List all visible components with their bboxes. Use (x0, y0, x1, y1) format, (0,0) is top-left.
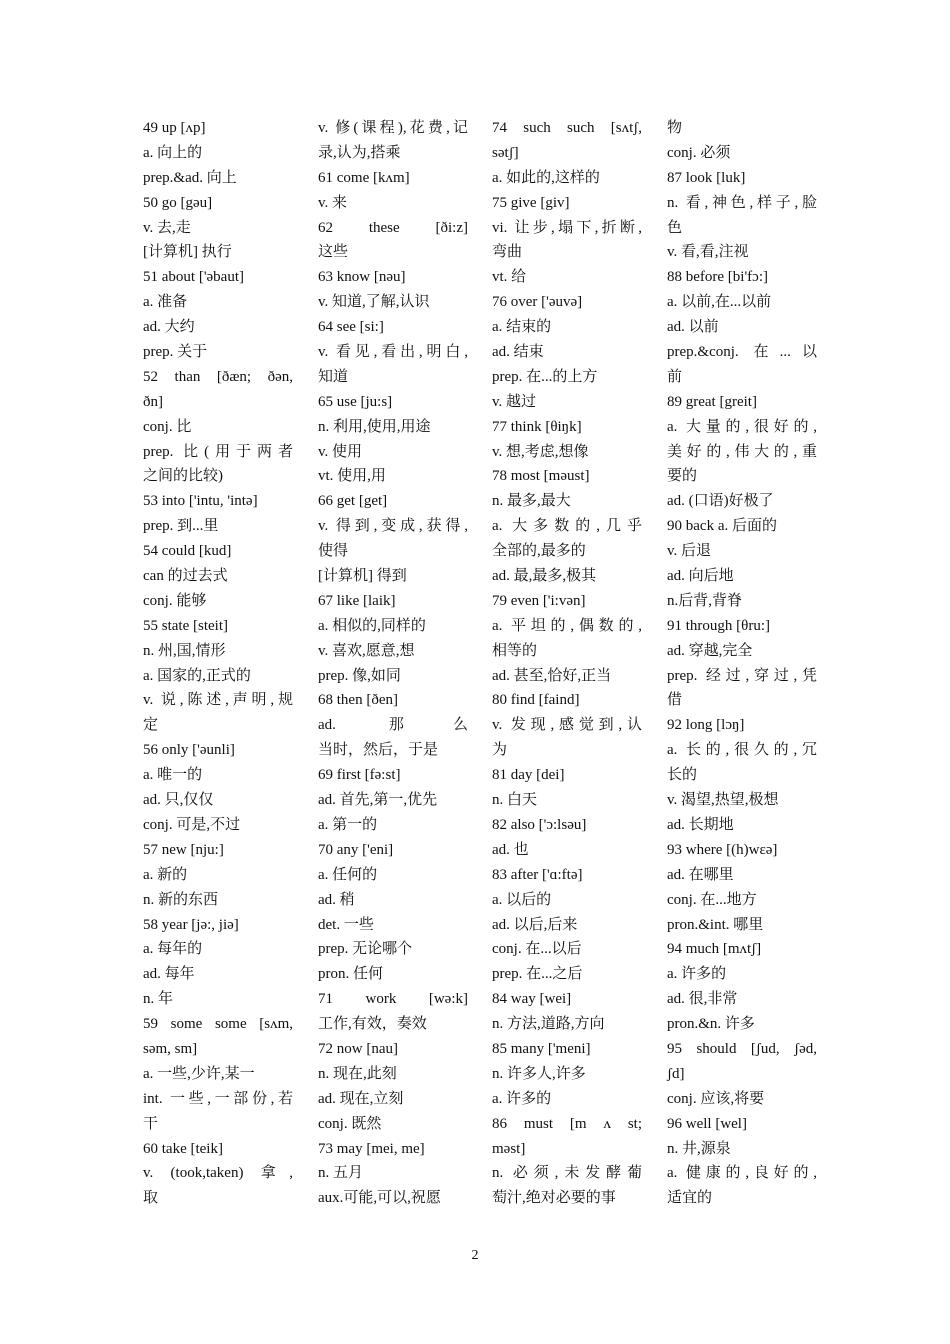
entry-line: 92 long [lɔŋ] (667, 717, 745, 734)
entry-line: 57 new [nju:] (143, 841, 224, 858)
entry-line: n. 许多人,许多 (492, 1065, 586, 1082)
entry-line: a. 结束的 (492, 319, 552, 336)
entry-line: conj. 必须 (667, 144, 731, 161)
entry-line: ad. 甚至,恰好,正当 (492, 667, 612, 684)
entry-line: v. 修(课程),花费,记 (318, 120, 468, 136)
vocab-column-3 (492, 116, 642, 1211)
entry-line: 54 could [kud] (143, 543, 232, 560)
entry-line: 76 over ['əuvə] (492, 294, 583, 311)
entry-line: 81 day [dei] (492, 767, 565, 784)
entry-line: 全部的,最多的 (492, 543, 586, 560)
entry-line: v. 来 (318, 194, 348, 211)
entry-line: 74 such such [sʌtʃ, (492, 120, 642, 136)
entry-line: n. 必须,未发酵葡 (492, 1165, 642, 1182)
entry-line: 82 also ['ɔ:lsəu] (492, 816, 587, 833)
entry-line: 79 even ['i:vən] (492, 592, 586, 609)
entry-line: a. 国家的,正式的 (143, 667, 251, 684)
entry-line: 69 first [fə:st] (318, 767, 401, 784)
entry-line: det. 一些 (318, 916, 374, 933)
entry-line: a. 向上的 (143, 144, 203, 161)
vocab-column-1 (143, 116, 293, 1211)
entry-line: 55 state [steit] (143, 617, 228, 634)
entry-line: ad. 也 (492, 841, 529, 858)
entry-line: v. 越过 (492, 393, 537, 410)
entry-line: 萄汁,绝对必要的事 (492, 1190, 616, 1207)
entry-line: ad. 稍 (318, 891, 355, 908)
entry-line: prep.&ad. 向上 (143, 169, 237, 186)
entry-line: ad. 穿越,完全 (667, 642, 753, 659)
entry-line: n. 新的东西 (143, 891, 219, 908)
entry-line: 64 see [si:] (318, 319, 384, 336)
entry-line: a. 如此的,这样的 (492, 169, 600, 186)
entry-line: ad. 长期地 (667, 816, 734, 833)
entry-line: n. 利用,使用,用途 (318, 418, 431, 435)
entry-line: v. 看见,看出,明白, (318, 344, 468, 361)
entry-line: n. 五月 (318, 1165, 364, 1182)
entry-line: 当时，然后，于是 (318, 742, 439, 759)
entry-line: conj. 在...以后 (492, 941, 582, 958)
entry-line: 知道 (318, 368, 349, 385)
entry-line: ad. 每年 (143, 966, 195, 983)
entry-line: 相等的 (492, 642, 538, 659)
entry-line: n. 现在,此刻 (318, 1065, 397, 1082)
entry-line: 91 through [θru:] (667, 617, 771, 634)
entry-line: 51 about ['əbaut] (143, 269, 245, 286)
vocab-column-2 (318, 116, 468, 1211)
entry-line: 长的 (667, 767, 698, 784)
entry-line: 63 know [nəu] (318, 269, 406, 286)
entry-line: conj. 能够 (143, 592, 207, 609)
entry-line: a. 许多的 (492, 1090, 552, 1107)
entry-line: a. 长的,很久的,冗 (667, 742, 817, 759)
entry-line: a. 许多的 (667, 966, 727, 983)
entry-line: 84 way [wei] (492, 991, 572, 1008)
entry-line: a. 大量的,很好的, (667, 418, 817, 435)
entry-line: səm, sm] (143, 1040, 198, 1057)
entry-line: 60 take [teik] (143, 1140, 223, 1157)
entry-line: 59 some some [sʌm, (143, 1016, 293, 1033)
entry-line: 96 well [wel] (667, 1115, 747, 1132)
entry-line: 干 (143, 1115, 159, 1132)
entry-line: conj. 在...地方 (667, 891, 757, 908)
entry-line: v. 想,考虑,想像 (492, 443, 589, 460)
entry-line: aux.可能,可以,祝愿 (318, 1190, 441, 1207)
entry-line: vt. 使用,用 (318, 468, 386, 485)
entry-line: 录,认为,搭乘 (318, 144, 401, 161)
entry-line: 53 into ['intu, 'intə] (143, 493, 258, 510)
entry-line: 88 before [bi'fɔ:] (667, 269, 768, 286)
entry-line: prep. 关于 (143, 344, 208, 361)
entry-line: v. 后退 (667, 543, 712, 560)
entry-line: n. 看,神色,样子,脸 (667, 194, 817, 211)
entry-line: 67 like [laik] (318, 592, 396, 609)
entry-line: 90 back a. 后面的 (667, 518, 777, 535)
entry-line: prep. 无论哪个 (318, 941, 413, 958)
entry-line: 为 (492, 742, 508, 759)
entry-line: sətʃ] (492, 144, 519, 161)
entry-line: ðn] (143, 393, 163, 410)
entry-line: a. 唯一的 (143, 767, 203, 784)
entry-line: n. 方法,道路,方向 (492, 1016, 605, 1033)
entry-line: prep. 像,如同 (318, 667, 401, 684)
entry-line: 前 (667, 368, 683, 385)
entry-line: 之间的比较) (143, 468, 223, 485)
entry-line: n. 井,源泉 (667, 1140, 731, 1157)
entry-line: prep. 经过,穿过,凭 (667, 667, 817, 684)
entry-line: ad. (口语)好极了 (667, 493, 774, 510)
entry-line: n. 最多,最大 (492, 493, 571, 510)
entry-line: 80 find [faind] (492, 692, 580, 709)
entry-line: v. 喜欢,愿意,想 (318, 642, 415, 659)
entry-line: 83 after ['ɑ:ftə] (492, 866, 583, 883)
entry-line: 65 use [ju:s] (318, 393, 393, 410)
entry-line: 68 then [ðen] (318, 692, 398, 709)
entry-line: v. 看,看,注视 (667, 244, 749, 261)
entry-line: 72 now [nau] (318, 1040, 398, 1057)
entry-line: 93 where [(h)wɛə] (667, 841, 778, 858)
entry-line: 77 think [θiŋk] (492, 418, 582, 435)
entry-line: 89 great [greit] (667, 393, 757, 410)
entry-line: 借 (667, 692, 683, 709)
entry-line: a. 健康的,良好的, (667, 1165, 817, 1182)
entry-line: n.后背,背脊 (667, 592, 743, 609)
entry-line: a. 准备 (143, 294, 188, 311)
entry-line: ad. 很,非常 (667, 991, 738, 1008)
entry-line: v. 发现,感觉到,认 (492, 717, 642, 734)
entry-line: a. 相似的,同样的 (318, 617, 426, 634)
entry-line: a. 一些,少许,某一 (143, 1065, 255, 1082)
entry-line: a. 新的 (143, 866, 188, 883)
entry-line: ad. 在哪里 (667, 866, 734, 883)
entry-line: [计算机] 得到 (318, 568, 407, 585)
entry-line: v. 去,走 (143, 219, 191, 236)
entry-line: 弯曲 (492, 244, 523, 261)
entry-line: ad. 那么 (318, 717, 468, 734)
entry-line: 50 go [gəu] (143, 194, 213, 211)
entry-line: 87 look [luk] (667, 169, 746, 186)
entry-line: a. 第一的 (318, 816, 378, 833)
entry-line: 62 these [ði:z] (318, 219, 468, 236)
entry-line: 70 any ['eni] (318, 841, 394, 858)
entry-line: can 的过去式 (143, 568, 228, 585)
entry-line: 85 many ['meni] (492, 1040, 591, 1057)
page-number: 2 (471, 1248, 479, 1263)
entry-line: pron.&n. 许多 (667, 1016, 755, 1033)
entry-line: conj. 可是,不过 (143, 816, 241, 833)
entry-line: a. 平坦的,偶数的, (492, 617, 642, 634)
entry-line: məst] (492, 1140, 526, 1157)
entry-line: ad. 结束 (492, 344, 544, 361)
entry-line: v. 说,陈述,声明,规 (143, 692, 293, 709)
entry-line: int. 一些,一部份,若 (143, 1090, 293, 1107)
entry-line: n. 白天 (492, 792, 538, 809)
entry-line: vi. 让步,塌下,折断, (492, 219, 642, 236)
entry-line: n. 年 (143, 991, 174, 1008)
entry-line: 49 up [ʌp] (143, 120, 206, 136)
entry-line: 52 than [ðæn; ðən, (143, 368, 293, 385)
entry-line: a. 每年的 (143, 941, 203, 958)
entry-line: 75 give [giv] (492, 194, 570, 211)
entry-line: conj. 比 (143, 418, 192, 435)
entry-line: v. 使用 (318, 443, 363, 460)
entry-line: vt. 给 (492, 269, 527, 286)
entry-line: 这些 (318, 244, 349, 261)
entry-line: 78 most [məust] (492, 468, 590, 485)
entry-line: 取 (143, 1190, 159, 1207)
entry-line: 71 work [wə:k] (318, 991, 468, 1008)
entry-line: conj. 既然 (318, 1115, 382, 1132)
entry-line: 58 year [jə:, jiə] (143, 916, 239, 933)
entry-line: [计算机] 执行 (143, 244, 232, 261)
entry-line: 56 only ['əunli] (143, 742, 235, 759)
entry-line: pron.&int. 哪里 (667, 916, 764, 933)
entry-line: a. 大多数的,几乎 (492, 518, 642, 535)
entry-line: ad. 最,最多,极其 (492, 568, 597, 585)
entry-line: prep. 在...之后 (492, 966, 583, 983)
entry-line: 工作,有效，奏效 (318, 1016, 427, 1033)
entry-line: v. 渴望,热望,极想 (667, 792, 779, 809)
entry-line: 物 (667, 120, 683, 136)
entry-line: ad. 向后地 (667, 568, 734, 585)
entry-line: ad. 以后,后来 (492, 916, 578, 933)
entry-line: 色 (667, 219, 683, 236)
entry-line: 94 much [mʌtʃ] (667, 941, 762, 958)
entry-line: 86 must [m ʌ st; (492, 1115, 642, 1132)
entry-line: ʃd] (667, 1065, 685, 1082)
entry-line: prep. 比(用于两者 (143, 443, 293, 460)
entry-line: v. 得到,变成,获得, (318, 518, 468, 535)
entry-line: pron. 任何 (318, 966, 383, 983)
entry-line: ad. 首先,第一,优先 (318, 792, 438, 809)
entry-line: a. 任何的 (318, 866, 378, 883)
entry-line: ad. 大约 (143, 319, 195, 336)
entry-line: 使得 (318, 543, 349, 560)
entry-line: ad. 现在,立刻 (318, 1090, 404, 1107)
entry-line: 73 may [mei, me] (318, 1140, 425, 1157)
entry-line: 要的 (667, 468, 698, 485)
entry-line: 定 (143, 717, 159, 734)
entry-line: 61 come [kʌm] (318, 169, 410, 186)
entry-line: 95 should [ʃud, ʃəd, (667, 1040, 817, 1057)
entry-line: v. (took,taken) 拿, (143, 1165, 293, 1182)
entry-line: a. 以前,在...以前 (667, 294, 772, 311)
entry-line: conj. 应该,将要 (667, 1090, 765, 1107)
entry-line: ad. 只,仅仅 (143, 792, 214, 809)
entry-line: n. 州,国,情形 (143, 642, 226, 659)
entry-line: a. 以后的 (492, 891, 552, 908)
entry-line: prep. 到...里 (143, 518, 219, 535)
entry-line: v. 知道,了解,认识 (318, 294, 430, 311)
vocab-column-4 (667, 116, 817, 1211)
entry-line: 适宜的 (667, 1190, 713, 1207)
entry-line: ad. 以前 (667, 319, 719, 336)
entry-line: 66 get [get] (318, 493, 388, 510)
entry-line: prep. 在...的上方 (492, 368, 598, 385)
entry-line: prep.&conj. 在...以 (667, 344, 817, 361)
entry-line: 美好的,伟大的,重 (667, 443, 817, 460)
